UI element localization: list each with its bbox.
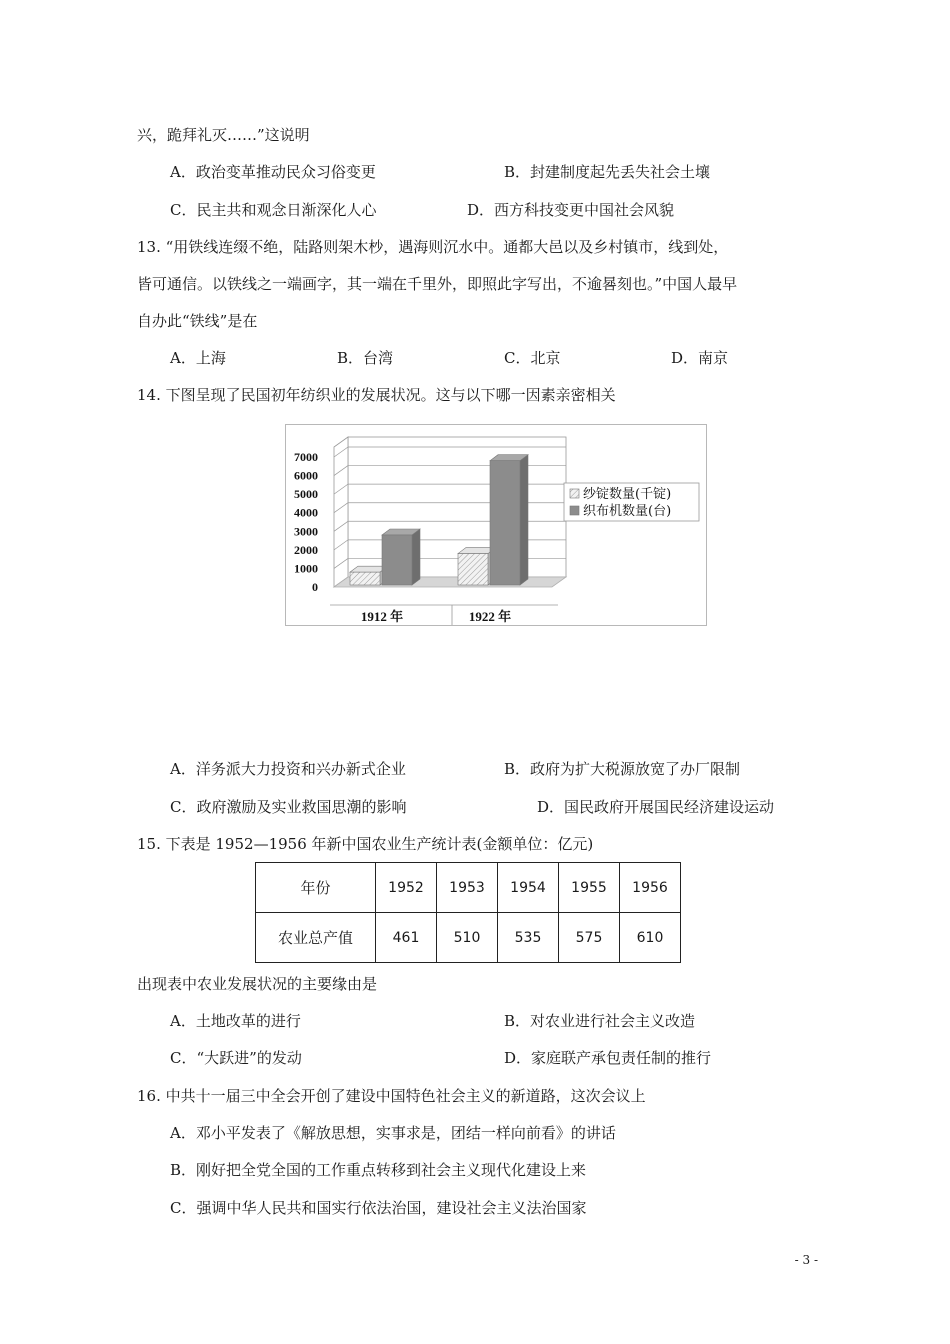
q15-option-b: B．对农业进行社会主义改造 [504, 1012, 696, 1030]
page-number: - 3 - [794, 1253, 818, 1267]
chart-legend-swatch [570, 506, 579, 515]
q12-continuation: 兴，跪拜礼灭……”这说明 [137, 126, 310, 144]
q12-option-d: D．西方科技变更中国社会风貌 [467, 201, 675, 219]
q14-option-d: D．国民政府开展国民经济建设运动 [537, 798, 775, 816]
chart-bar [490, 461, 520, 585]
q12-option-b: B．封建制度起先丢失社会土壤 [504, 163, 711, 181]
q13-option-c: C．北京 [504, 349, 561, 367]
q14-stem: 14. 下图呈现了民国初年纺织业的发展状况。这与以下哪一因素亲密相关 [137, 386, 616, 404]
agriculture-table [255, 862, 681, 963]
chart-bar-side [520, 455, 528, 585]
table-value: 610 [620, 913, 681, 963]
table-value: 575 [559, 913, 620, 963]
q16-stem: 16. 中共十一届三中全会开创了建设中国特色社会主义的新道路，这次会议上 [137, 1087, 646, 1105]
table-row [256, 913, 681, 963]
q16-option-c: C．强调中华人民共和国实行依法治国，建设社会主义法治国家 [170, 1199, 587, 1217]
q15-stem: 15. 下表是 1952—1956 年新中国农业生产统计表(金额单位：亿元) [137, 835, 594, 853]
q15-after-text: 出现表中农业发展状况的主要缘由是 [137, 975, 378, 993]
chart-y-tick-label: 6000 [294, 468, 318, 483]
chart-y-tick-label: 0 [312, 580, 318, 594]
chart-svg [286, 425, 706, 625]
q12-option-c: C．民主共和观念日渐深化人心 [170, 201, 377, 219]
q14-option-c: C．政府激励及实业救国思潮的影响 [170, 798, 407, 816]
chart-bar [382, 535, 412, 585]
q16-option-a: A．邓小平发表了《解放思想，实事求是，团结一样向前看》的讲话 [170, 1124, 616, 1142]
q13-option-a: A．上海 [170, 349, 226, 367]
chart-bar-side [412, 529, 420, 585]
chart-back-wall [348, 437, 566, 577]
q13-option-b: B．台湾 [337, 349, 394, 367]
table-header-row [256, 863, 681, 913]
chart-bar [458, 554, 488, 585]
q13-option-d: D．南京 [671, 349, 729, 367]
table-year: 1954 [498, 863, 559, 913]
q14-option-a: A．洋务派大力投资和兴办新式企业 [170, 760, 406, 778]
chart-y-tick-label: 5000 [294, 487, 318, 502]
q13-line-2: 皆可通信。以铁线之一端画字，其一端在千里外，即照此字写出，不逾晷刻也。”中国人最早 [137, 275, 738, 293]
table-value: 535 [498, 913, 559, 963]
chart-legend-swatch [570, 489, 579, 498]
table-row-label: 农业总产值 [256, 913, 376, 963]
chart-y-tick-label: 1000 [294, 561, 318, 576]
chart-y-tick-label: 4000 [294, 505, 318, 520]
q15-option-c: C．“大跃进”的发动 [170, 1049, 302, 1067]
chart-y-tick-label: 3000 [294, 524, 318, 539]
chart-bar [350, 572, 380, 585]
chart-x-tick-label: 1922 年 [468, 609, 512, 624]
table-value: 461 [376, 913, 437, 963]
q16-option-b: B．刚好把全党全国的工作重点转移到社会主义现代化建设上来 [170, 1161, 587, 1179]
table-year: 1956 [620, 863, 681, 913]
table-year: 1955 [559, 863, 620, 913]
table-year: 1952 [376, 863, 437, 913]
chart-y-tick-label: 7000 [294, 450, 318, 464]
q14-option-b: B．政府为扩大税源放宽了办厂限制 [504, 760, 741, 778]
chart-legend-label: 织布机数量(台) [583, 504, 672, 519]
q15-option-d: D．家庭联产承包责任制的推行 [504, 1049, 712, 1067]
table-header-label: 年份 [256, 863, 376, 913]
chart-y-tick-label: 2000 [294, 542, 318, 557]
textile-bar-chart [285, 424, 707, 626]
table-value: 510 [437, 913, 498, 963]
table-year: 1953 [437, 863, 498, 913]
chart-legend-label: 纱锭数量(千锭) [583, 487, 672, 502]
q15-option-a: A．土地改革的进行 [170, 1012, 301, 1030]
q12-option-a: A．政治变革推动民众习俗变更 [170, 163, 376, 181]
q13-line-3: 自办此“铁线”是在 [137, 312, 258, 330]
q13-line-1: 13. “用铁线连缀不绝，陆路则架木杪，遇海则沉水中。通都大邑以及乡村镇市，线到处， [137, 238, 729, 256]
chart-x-tick-label: 1912 年 [360, 609, 404, 624]
chart-side-wall [334, 437, 348, 587]
